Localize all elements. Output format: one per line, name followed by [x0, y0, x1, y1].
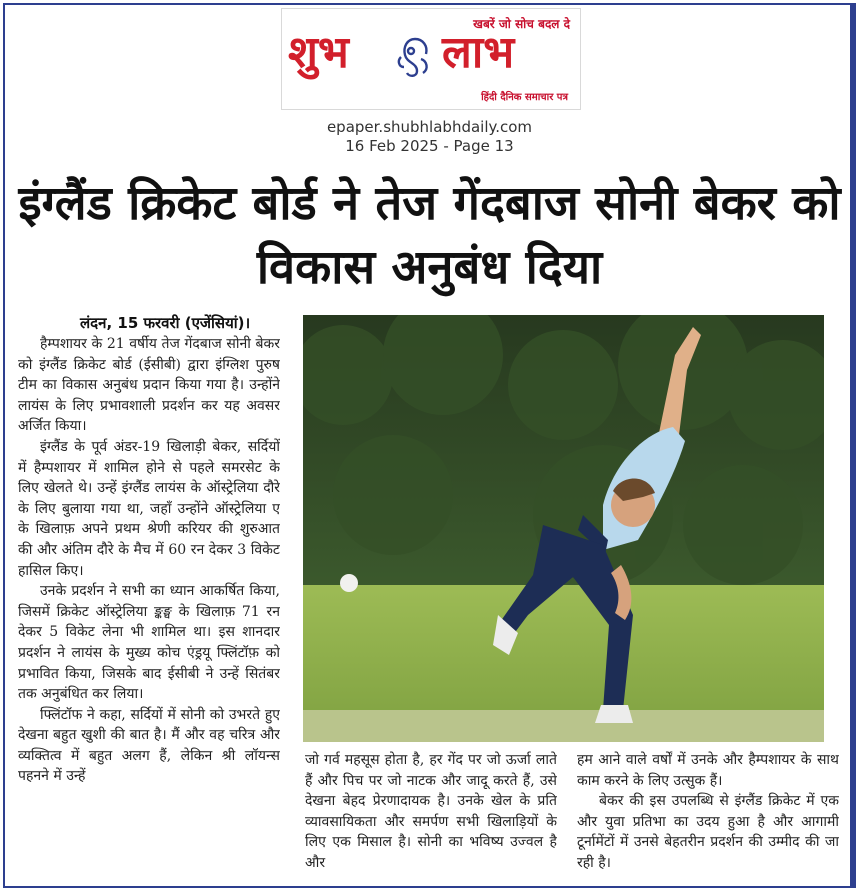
- paragraph: हैम्पशायर के 21 वर्षीय तेज गेंदबाज सोनी बेकर को इंग्लैंड क्रिकेट बोर्ड (ईसीबी) द्वारा इंग्लिश पुरुष टीम का विकास अनुबंध प्रदान किया गया है। उन्होंने लायंस के लिए प्रभावशाली प्रदर्शन कर यह अवसर अर्जित किया।: [18, 336, 280, 435]
- masthead-tagline: खबरें जो सोच बदल दे: [473, 17, 570, 31]
- paragraph: जो गर्व महसूस होता है, हर गेंद पर जो ऊर्जा लाते हैं और पिच पर जो नाटक और जादू करते हैं, उसे देखना बेहद प्रेरणादायक है। उनके खेल के प्रति व्यावसायिकता और समर्पण सभी खिलाड़ियों के लिए एक मिसाल है। सोनी का भविष्य उज्वल है और: [305, 752, 557, 871]
- article-column-3: [577, 750, 839, 884]
- logo-word-labh: लाभ: [442, 27, 515, 78]
- article-column-1: [18, 334, 280, 884]
- paragraph: बेकर की इस उपलब्धि से इंग्लैंड क्रिकेट में एक और युवा प्रतिभा का उदय हुआ है और आगामी टूर्नामेंटों में उनसे बेहतरीन प्रदर्शन की उम्मीद की जा रही है।: [577, 793, 839, 871]
- masthead-logo[interactable]: [281, 8, 581, 110]
- epaper-url[interactable]: epaper.shubhlabhdaily.com: [326, 118, 533, 136]
- article-dateline: लंदन, 15 फरवरी (एजेंसियां)।: [80, 314, 251, 332]
- photo-illustration: [303, 315, 824, 742]
- logo-word-shubh: शुभ: [288, 27, 349, 78]
- cricket-bowler-photo: [303, 315, 824, 742]
- article-headline: इंग्लैंड क्रिकेट बोर्ड ने तेज गेंदबाज सोनी बेकर को विकास अनुबंध दिया: [18, 176, 841, 295]
- paragraph: फ्लिंटॉफ ने कहा, सर्दियों में सोनी को उभरते हुए देखना बहुत खुशी की बात है। मैं और वह चरित्र और व्यक्तित्व में बहुत अलग हैं, लेकिन श्री लॉयन्स पहनने में उन्हें: [18, 706, 280, 785]
- article-column-2: [305, 750, 557, 884]
- ganesha-logo-icon: [395, 33, 435, 81]
- masthead-subtagline: हिंदी दैनिक समाचार पत्र: [481, 92, 568, 103]
- paragraph: उनके प्रदर्शन ने सभी का ध्यान आकर्षित किया, जिसमें क्रिकेट ऑस्ट्रेलिया ङ्कङ्घ के खिलाफ़ 71 रन देकर 5 विकेट लेना भी शामिल था। इस शानदार प्रदर्शन ने लायंस के मुख्य कोच एंड्रयू फ्लिंटॉफ़ को प्रभावित किया, जिसके बाद ईसीबी ने उन्हें सितंबर तक अनुबंधित कर लिया।: [18, 583, 280, 703]
- paragraph: इंग्लैंड के पूर्व अंडर-19 खिलाड़ी बेकर, सर्दियों में हैम्पशायर में शामिल होने से पहले समरसेट के लिए खेलते थे। उन्हें इंग्लैंड लायंस के ऑस्ट्रेलिया दौरे के लिए बुलाया गया था, जहाँ उन्होंने ऑस्ट्रेलिया ए के खिलाफ़ अपने प्रथम श्रेणी करियर की शुरुआत की और अंतिम दौरे के मैच में 60 रन देकर 3 विकेट हासिल किए।: [18, 438, 280, 579]
- edition-date-page: 16 Feb 2025 - Page 13: [345, 137, 514, 155]
- paragraph: हम आने वाले वर्षों में उनके और हैम्पशायर के साथ काम करने के लिए उत्सुक हैं।: [577, 752, 839, 789]
- cricket-ball-icon: [340, 574, 358, 592]
